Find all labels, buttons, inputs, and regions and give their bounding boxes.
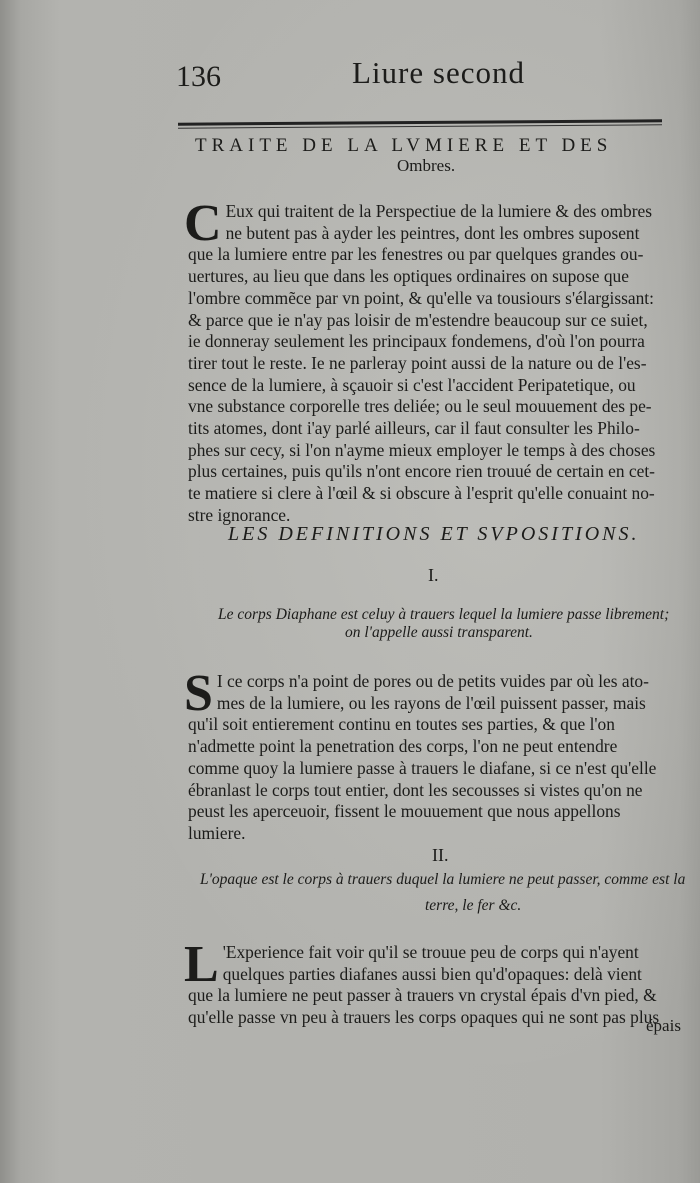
text-line: peust les aperceuoir, fissent le mouuement que nous appellons (188, 801, 621, 822)
text-line: qu'elle passe vn peu à trauers les corps opaques qui ne sont pas plus (188, 1007, 660, 1028)
definition-text: Le corps Diaphane est celuy à trauers lequel la lumiere passe librement; (218, 606, 670, 623)
text-line: plus certaines, puis qu'ils n'ont encore rien trouué de certain en cet- (188, 461, 655, 482)
catchword: épais (646, 1016, 681, 1035)
text-line: phes sur cecy, si l'on n'ayme mieux employer le temps à des choses (188, 439, 656, 460)
drop-cap: S (184, 665, 213, 722)
text-line: I ce corps n'a point de pores ou de petits vuides par où les ato- (216, 671, 649, 691)
text-line: que la lumiere entre par les fenestres ou par quelques grandes ou- (188, 244, 644, 265)
text-line: & parce que ie n'ay pas loisir de m'estendre beaucoup sur ce suiet, (188, 309, 648, 330)
text-line: qu'il soit entierement continu en toutes ses parties, & que l'on (188, 714, 615, 735)
text-line: quelques parties diafanes aussi bien qu'd'opaques: delà vient (222, 963, 642, 984)
text-line: que la lumiere ne peut passer à trauers vn crystal épais d'vn pied, & (188, 985, 657, 1006)
paragraph-2 (184, 665, 674, 845)
text-line: l'ombre commẽce par vn point, & qu'elle va tousiours s'élargissant: (188, 287, 654, 308)
definition-text-continued: on l'appelle aussi transparent. (345, 624, 533, 641)
text-line: 'Experience fait voir qu'il se trouue peu de corps qui n'ayent (222, 942, 639, 962)
definition-text: L'opaque est le corps à trauers duquel la lumiere ne peut passer, comme est la (200, 871, 686, 888)
text-line: comme quoy la lumiere passe à trauers le diafane, si ce n'est qu'elle (188, 757, 657, 778)
definition-number: I. (428, 565, 439, 585)
text-line: ne butent pas à ayder les peintres, dont les ombres suposent (225, 222, 640, 243)
text-line: ébranlast le corps tout entier, dont les secousses si vistes qu'on ne (188, 779, 643, 800)
definition-text-continued: terre, le fer &c. (425, 897, 522, 914)
section-heading: LES DEFINITIONS ET SVPOSITIONS. (228, 523, 640, 545)
paragraph-1 (184, 195, 674, 527)
chapter-title-continued: Ombres. (397, 156, 456, 175)
text-line: te matiere si clere à l'œil & si obscure à l'esprit qu'elle conuaint no- (188, 483, 655, 504)
text-line: ie donneray seulement les principaux fondemens, d'où l'on pourra (188, 331, 645, 352)
running-head: Liure second (352, 55, 525, 90)
text-line: vne substance corporelle tres deliée; ou le seul mouuement des pe- (188, 396, 652, 417)
text-line: tirer tout le reste. Ie ne parleray point aussi de la nature ou de l'es- (188, 352, 647, 373)
drop-cap: C (184, 195, 222, 252)
definition-number: II. (432, 845, 449, 865)
page-number: 136 (176, 60, 221, 93)
text-line: stre ignorance. (188, 504, 291, 525)
drop-cap: L (184, 936, 219, 993)
chapter-title: TRAITE DE LA LVMIERE ET DES (195, 135, 613, 156)
text-line: n'admette point la penetration des corps, l'on ne peut entendre (188, 736, 618, 757)
text-line: tits atomes, dont i'ay parlé ailleurs, car il faut consulter les Philo- (188, 418, 640, 439)
text-line: sence de la lumiere, à sçauoir si c'est l'accident Peripatetique, ou (188, 374, 636, 395)
text-line: Eux qui traitent de la Perspectiue de la lumiere & des ombres (225, 201, 652, 221)
text-line: mes de la lumiere, ou les rayons de l'œil puissent passer, mais (216, 692, 646, 713)
paragraph-3 (184, 936, 674, 1029)
text-line: uertures, au lieu que dans les optiques ordinaires on supose que (188, 266, 629, 287)
text-line: lumiere. (188, 822, 246, 843)
